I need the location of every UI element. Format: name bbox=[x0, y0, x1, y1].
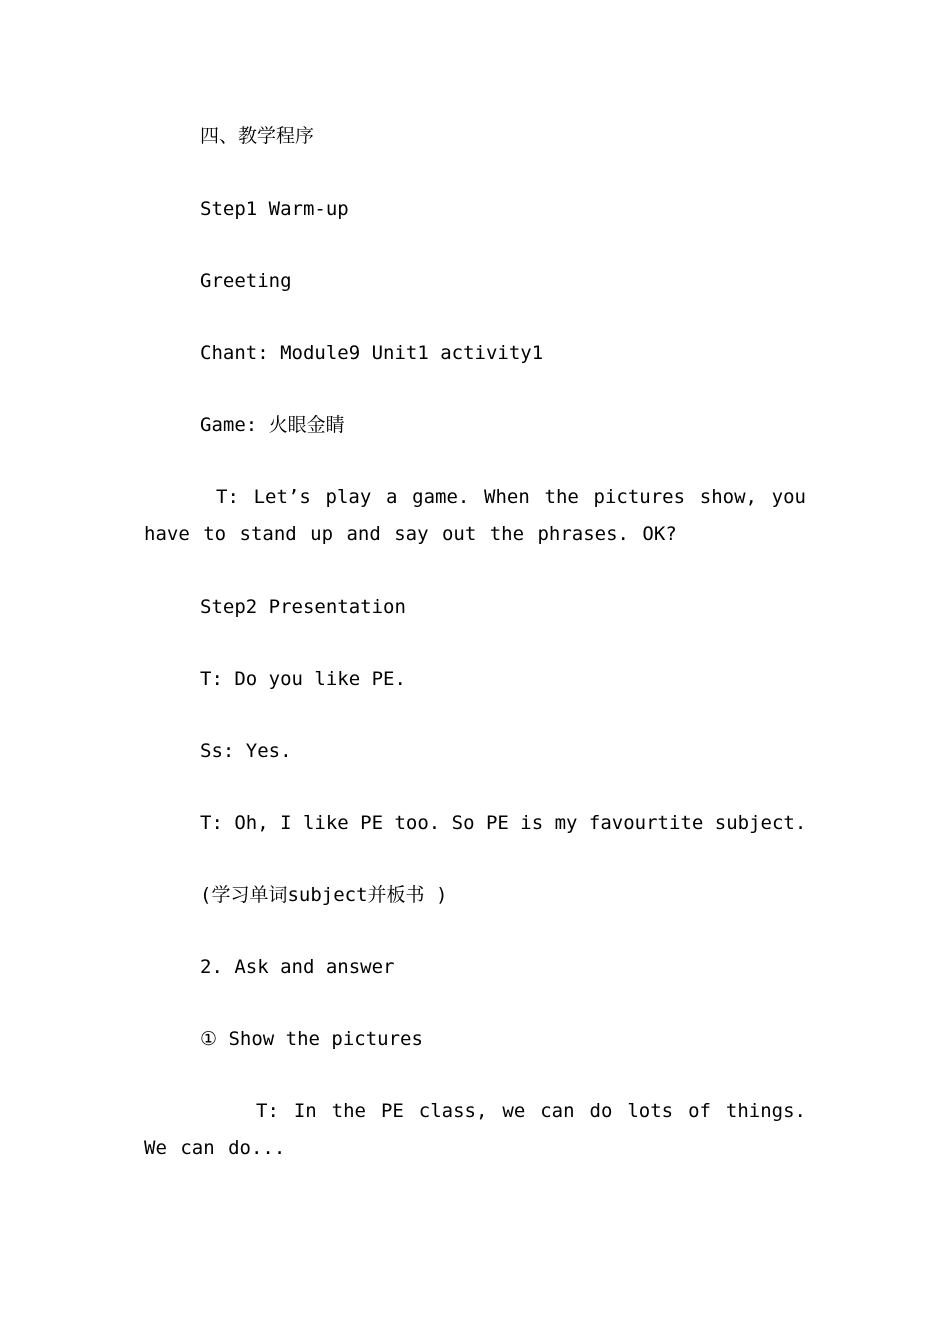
step2-title: Step2 Presentation bbox=[200, 596, 406, 618]
dialogue-line-1: T: Do you like PE. bbox=[200, 668, 406, 690]
dialogue-line-3: T: Oh, I like PE too. So PE is my favourtite subject. bbox=[200, 812, 807, 834]
step1-title: Step1 Warm-up bbox=[200, 198, 349, 220]
dialogue-line-2: Ss: Yes. bbox=[200, 740, 292, 762]
show-pictures-line: ① Show the pictures bbox=[200, 1028, 423, 1050]
section-heading: 四、教学程序 bbox=[200, 125, 315, 147]
game-line: Game: 火眼金睛 bbox=[200, 414, 345, 436]
pe-class-paragraph: T: In the PE class, we can do lots of things. We can do... bbox=[144, 1100, 806, 1159]
game-instruction-paragraph: T: Let’s play a game. When the pictures show, you have to stand up and say out the phrases. OK? bbox=[144, 486, 806, 545]
ask-answer-title: 2. Ask and answer bbox=[200, 956, 395, 978]
vocabulary-note: (学习单词subject并板书 ) bbox=[200, 884, 448, 906]
chant-line: Chant: Module9 Unit1 activity1 bbox=[200, 342, 544, 364]
greeting-line: Greeting bbox=[200, 270, 292, 292]
